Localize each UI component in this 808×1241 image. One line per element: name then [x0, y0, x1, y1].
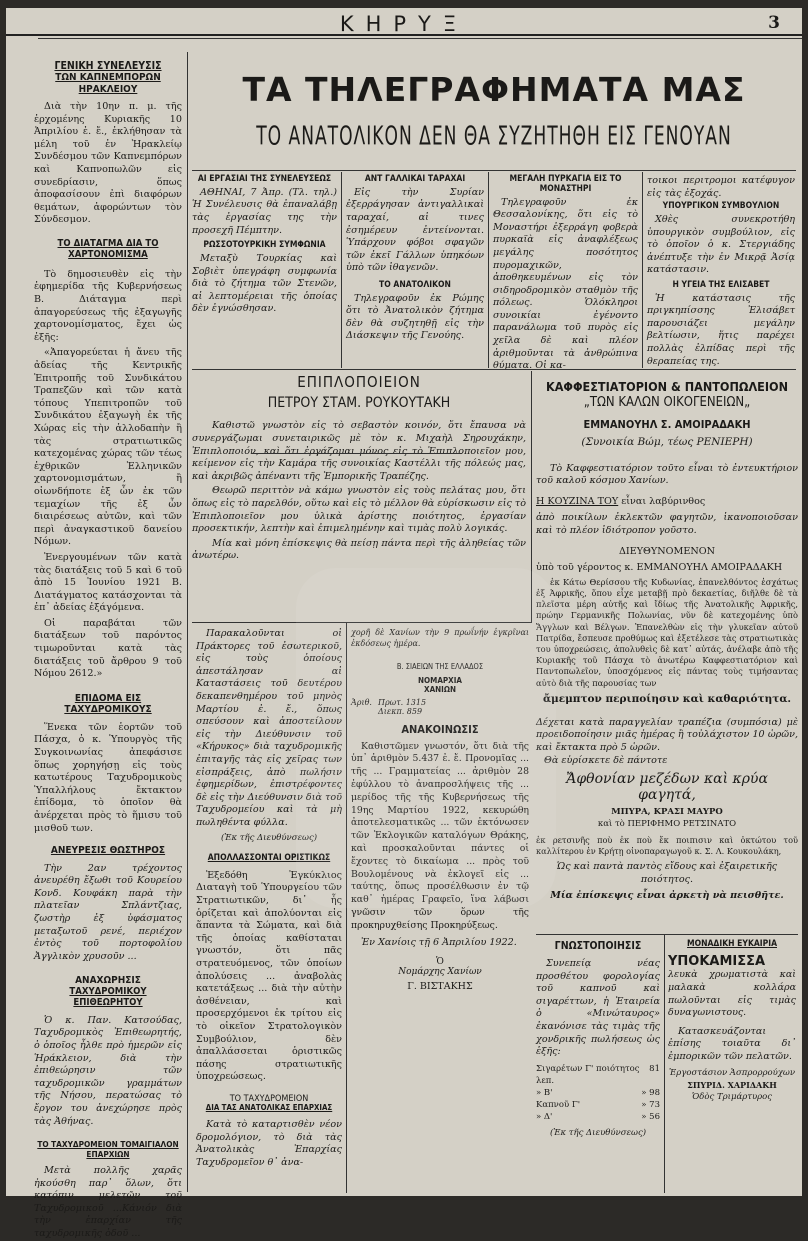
- ad2-dieuthynomenon: ΔΙΕΥΘΥΝΟΜΕΝΟΝ: [619, 545, 715, 557]
- notice-title: ΓΝΩΣΤΟΠΟΙΗΣΙΣ: [554, 940, 642, 952]
- ad2-paragraph-14: Ὡς καὶ παντὰ παντὸς εἴδους καὶ ἐξαιρετικῆς ποιότητος.: [556, 861, 778, 885]
- telegrams-banner: [192, 68, 796, 112]
- telegram-pyrkagia-cont: τοικοι περιτρομοι κατέφυγον εἰς τὰς ἐξοχάς.: [647, 175, 795, 199]
- ad2-retsinato: καὶ τὸ ΠΕΡΙΦΗΜΟ ΡΕΤΣΙΝΑΤΟ: [597, 819, 737, 830]
- signature-name: Γ. ΒΙΣΤΑΚΗΣ: [407, 981, 473, 993]
- protocol-arith-label: Ἀριθ.: [351, 698, 372, 707]
- price-row: [536, 1099, 660, 1111]
- price-value: » 73: [641, 1099, 660, 1110]
- article-tachydromeion: Μετὰ πολλῆς χαρᾶς ἠκούσθη παρ᾽ ὅλων, ὅτι κατόπιν μελετῶν τοῦ Ταχυδρομικοῦ ...Κάνιόν διὰ τὴν ἐπαρχίαν τῆς ταχυδρομικῆς ὁδοῦ ...: [34, 1164, 182, 1239]
- article-chartonomisma-body: «Ἀπαγορεύεται ἡ ἄνευ τῆς ἀδείας τῆς Κεντρικῆς Ἐπιτροπῆς τοῦ Συνδικάτου Τραπεζῶν καὶ τῶν κατὰ τόπους Υπεπιτροπῶν τοῦ Συνδικάτου ἐξαγωγὴ ἐκ τῆς Χώρας εἰς τὴν ἀλλοδαπὴν ἢ τὰς στρατιωτικῶς κατεχομένας χώρας τῶν τέως ἐχθρικῶν Ἑλληνικῶν χαρτονομισμάτων, ἢ οἱωνδήποτε ἐξ ὧν ἐκ τῶν τεμαχίων τῆς ἐξ ὧν διαιρέσεως αὐτῶν, καὶ τῶν περὶ ἀναγκαστικοῦ δανείου Νόμων.: [34, 347, 182, 548]
- price-row: [536, 1087, 660, 1099]
- telegram-pyrkagia: Τηλεγραφοῦν ἐκ Θεσσαλονίκης, ὅτι εἰς τὸ Μοναστήρι ἐξερράγη φοβερὰ πυρκαϊὰ εἰς ἀναφλέξεως μεγάλης ποσότητος πυρομαχικῶν, ἀποθηκευμένων εἰς τὸν σιδηροδρομικὸν σταθμὸν τῆς πόλεως. Ὁλόκληροι συνοικίαι ἐγένοντο παρανάλωμα τοῦ πυρὸς εἰς χεῖλα δὲ καὶ πλέον ἀριθμοῦνται τὰ ἀνθρώπινα θύματα. Οἱ κα-: [493, 196, 638, 372]
- ad1-paragraph-1: Καθιστῶ γνωστὸν εἰς τὸ σεβαστὸν κοινόν, ὅτι ἔπαυσα νὰ συνεργάζωμαι συνεταιρικῶς μὲ τὸν κ. Μιχαὴλ Σηρουχάκην, Ἐπιπλοποιόν, καὶ ὅτι ἐργάζομαι μόνος εἰς τὸ Ἐπιπλοποιεῖον μου, κείμενον εἰς τὴν Καμάρα τῆς συνοικίας Καστέλλι τῆς πόλεώς μας, καὶ ἀκριβῶς ἀπέναντι τῆς Ἐμπορικῆς Τραπέζης.: [192, 420, 526, 482]
- column-divider: [187, 52, 188, 1192]
- nomarchia-title: ΝΟΜΑΡΧΙΑ: [418, 675, 462, 685]
- article-praktores: Παρακαλοῦνται οἱ Πράκτορες τοῦ ἐσωτερικοῦ, εἰς τοὺς ὁποίους ἀπεστάλησαν αἱ Καταστάσεις τοῦ δευτέρου δεκαπενθημέρου τοῦ μηνὸς Μαρτίου ἐ. ἔ., ὅπως σπεύσουν καὶ ἀποστείλουν εἰς τὴν Διεύθυνσιν τοῦ «Κήρυκος» διὰ ταχυδρομικῆς ἐπιταγῆς τὰς εἰς χεῖρας των εἰσπράξεις, ἀπὸ πωλήσιν ἐφημερίδων, ἐπιστρέφοντες δὲ εἰς τὴν Διεύθυνσιν διὰ τοῦ Ταχυδρομείου καὶ τὰ μὴ πωληθέντα φύλλα.: [196, 628, 342, 828]
- nomarchia-preface: χορῆ δὲ Χανίων τὴν 9 πρωΐνήν ἐγκρῖναι ἐκδόσεως ἡμέρα.: [351, 628, 529, 648]
- headline-anakoinosis: ΑΝΑΚΟΙΝΩΣΙΣ: [401, 723, 479, 736]
- telegram-gallikai: Εἰς τὴν Συρίαν ἐξερράγησαν ἀντιγαλλικαὶ ταραχαί, αἱ τινες ἐσημέρευν ἐντείνονται. Ὑπάρχουν φόβοι σφαγῶν τῶν ἐκεῖ Γάλλων ὑπηκόων ὑπὸ τῶν ἰθαγενῶν.: [346, 186, 484, 274]
- headline-epidoma: ΕΠΙΔΟΜΑ ΕΙΣ ΤΑΧΥΔΡΟΜΙΚΟΥΣ: [64, 692, 152, 716]
- dispatch-number: Διεκπ. 859: [377, 707, 423, 716]
- article-chartonomisma-intro: Τὸ δημοσιευθὲν εἰς τὴν ἐφημερίδα τῆς Κυβερνήσεως Β. Διάταγμα περὶ ἀπαγορεύσεως τῆς ἐξαγωγῆς χαρτονομίσματος, ἔχει ὡς ἑξῆς:: [34, 268, 182, 343]
- article-chartonomisma-3: Οἱ παραβάται τῶν διατάξεων τοῦ παρόντος τιμωροῦνται κατὰ τὰς διατάξεις τοῦ ἄρθρου 9 τοῦ Νόμου 2612.»: [34, 617, 182, 680]
- ad1-paragraph-2: Θεωρῶ περιττὸν νὰ κάμω γνωστὸν εἰς τοὺς πελάτας μου, ὅτι ὅπως εἰς τὸ παρελθόν, οὕτω καὶ εἰς τὸ μέλλον θὰ εὑρίσκωσιν εἰς τὸ Ἐπιπλοποιεῖον μου ὑλικὰ ἀρίστης ποιότητος, ἐργασίαν προσεκτικήν, λεπτὴν καὶ ἐπιμελημένην καὶ τιμὰς πολὺ λογικάς.: [192, 485, 526, 535]
- notice-source: (Ἐκ τῆς Διευθύνσεως): [549, 1127, 647, 1138]
- article-anachorisis: Ὁ κ. Παν. Κατσούδας, Ταχυδρομικὸς Ἐπιθεωρητής, ὁ ὁποῖος ἦλθε πρὸ ἡμερῶν εἰς Ἡράκλειον, διὰ τὴν ἐπιθεώρησιν τῶν ταχυδρομικῶν γραμμάτων τῆς Νήσου, περατώσας τὸ ἔργον του ἀνεχώρησε πρὸς τὰς Ἀθήνας.: [34, 1014, 182, 1127]
- shirt-owner: ΣΠΥΡΙΔ. ΧΑΡΙΔΑΚΗ: [687, 1079, 777, 1090]
- ad2-paragraph-13: ἐκ ρετσινῆς ποὺ ἐκ ποὺ ἔκ ποιπισιν καὶ ὀκτώτου τοῦ καλλίτερου ἐν Κρήτῃ οἰνοπαραγωγοῦ κ. Σ. Λ. Κουκουλάκη,: [536, 835, 798, 857]
- headline-ypourgikon: ΥΠΟΥΡΓΙΚΟΝ ΣΥΜΒΟΥΛΙΟΝ: [662, 201, 780, 212]
- headline-ergasiai: ΑΙ ΕΡΓΑΣΙΑΙ ΤΗΣ ΣΥΝΕΛΕΥΣΕΩΣ: [197, 174, 332, 184]
- price-item: Καπνοῦ Γ': [536, 1099, 581, 1110]
- telegram-col-4: [647, 175, 795, 365]
- notice-text: Συνεπείᾳ νέας προσθέτου φορολογίας τοῦ καπνοῦ καὶ σιγαρέττων, ἡ Ἑταιρεία ὁ «Μινώταυρος» ἐκανόνισε τὰς τιμὰς τῆς χονδρικῆς πωλήσεως ὡς ἑξῆς:: [536, 958, 660, 1058]
- ad2-paragraph-1: Τὸ Καφφεστιατόριον τοῦτο εἶναι τὸ ἐντευκτήριον τοῦ καλοῦ κόσμου Χανίων.: [536, 462, 798, 487]
- headline-elisavet: Η ΥΓΕΙΑ ΤΗΣ ΕΛΙΣΑΒΕΤ: [672, 279, 770, 290]
- page-number: 3: [768, 13, 780, 33]
- ad2-kouzina-text: εἶναι λαβύρινθος: [621, 495, 706, 507]
- headline-kapnemporoi-2: ΤΩΝ ΚΑΠΝΕΜΠΟΡΩΝ ΗΡΑΚΛΕΙΟΥ: [55, 72, 161, 95]
- headline-tachydromeion: ΤΟ ΤΑΧΥΔΡΟΜΕΙΟΝ ΤΟΜΑΙΓΙΑΛΟΝ ΕΠΑΡΧΙΩΝ: [37, 1139, 179, 1159]
- price-item: » Β': [536, 1087, 553, 1098]
- ad2-mezedes: Ἄφθονίαν μεζέδων καὶ κρύα φαγητά,: [566, 771, 768, 804]
- article-praktores-source: (Ἐκ τῆς Διευθύνσεως): [220, 832, 318, 843]
- article-kapnemporoi: Διὰ τὴν 10ην π. μ. τῆς ἐρχομένης Κυριακῆς 10 Ἀπριλίου ἐ. ἔ., ἐκλήθησαν τὰ μέλη τοῦ ἐν Ἡρακλείῳ Συνδέσμου τῶν Καπνεμπόρων καὶ Καπνοπωλῶν εἰς συνεδρίασιν, ὅπως ἀποφασίσουν ἐπὶ διαφόρων θεμάτων, ἀφορώντων τὸν Σύνδεσμον.: [34, 101, 182, 226]
- signature-o: Ὁ: [436, 957, 444, 968]
- notice-minotavros: [536, 940, 660, 1192]
- banner-subtitle: ΤΟ ΑΝΑΤΟΛΙΚΟΝ ΔΕΝ ΘΑ ΣΥΖΗΤΗΘΗ ΕΙΣ ΓΕΝΟΥΑΝ: [256, 121, 732, 152]
- ad2-paragraph-6: ἐκ Κάτω Θερίσσου τῆς Κυδωνίας, ἐπανελθόντος ἐσχάτως ἐξ Ἀφρικῆς, ὅπου εἶχε μεταβῇ πρὸ δεκαετίας, διῆλθε δὲ τὰ πλεῖστα μέρη αὐτῆς καὶ ἴδίως τῆς Ἀνατολικῆς Ἀφρικῆς, πρώην Γερμανικῆς Πολωνίας, νῦν δὲ κατεχομένης ὑπὸ Ἄγγλων καὶ Βέλγων. Ἐπανελθὼν εἰς τὴν γλυκεῖαν αὐτοῦ Πατρίδα, ἔσπευσε προθύμως καὶ ἐξετέλεσε τὰς στρατιωτικὰς του ὑποχρεώσεις, ἀπολυθεὶς δὲ κατ᾽ αὐτάς, ἀνέλαβε ἀπὸ τῆς Κυριακῆς τοῦ Πάσχα τὸ ἀνωτέρω Καφφεστιατόριον καὶ Παντοπωλεῖον, ὑποσχόμενος εἰς πάντας τοὺς τιμήσαντας αὐτὸ διὰ τῆς παρουσίας των: [536, 576, 798, 688]
- telegram-col-2: [346, 175, 484, 365]
- masthead-title: ΚΗΡΥΞ: [339, 12, 469, 36]
- ad-ypokamissa: [668, 940, 796, 1192]
- telegram-ergasiai: ΑΘΗΝΑΙ, 7 Ἀπρ. (Τλ. τηλ.) Ἡ Συνέλευσις θὰ ἐπαναλάβῃ τὰς ἐργασίας της τὴν προσεχῆ Πέμπτην.: [192, 186, 337, 236]
- ad2-beer-wine: ΜΠΥΡΑ, ΚΡΑΣΙ ΜΑΥΡΟ: [611, 807, 723, 818]
- shirt-headline: ΜΟΝΑΔΙΚΗ ΕΥΚΑΙΡΙΑ: [687, 939, 777, 949]
- ad2-paragraph-8: Δέχεται κατὰ παραγγελίαν τραπέζια (συμπόσια) μὲ προειδοποίησιν μιᾶς ἡμέρας ἢ τοὐλάχιστον 10 ὡρῶν, καὶ ἔκτακτα πρὸ 5 ὡρῶν.: [536, 716, 798, 753]
- headline-zostiros: ΑΝΕΥΡΕΣΙΣ ΘΩΣΤΗΡΟΣ: [50, 845, 166, 857]
- price-item: » Δ': [536, 1111, 553, 1122]
- banner-title: ΤΑ ΤΗΛΕΓΡΑΦΗΜΑΤΑ ΜΑΣ: [242, 70, 746, 109]
- shirt-text-2: Κατασκευάζονται ἐπίσης τοιαῦτα δι᾽ ἐμπορικῶν τῶν πελατῶν.: [668, 1025, 796, 1062]
- nomarchia-state: Β. ΣΙΑΕΙΩΝ ΤΗΣ ΕΛΛΑΔΟΣ: [396, 662, 484, 671]
- telegram-col-1: [192, 175, 337, 365]
- ad2-location: (Συνοικία Βώμ, τέως ΡΕΝΙΕΡΗ): [581, 435, 753, 448]
- price-value: » 98: [641, 1087, 660, 1098]
- ad1-paragraph-3: Μία καὶ μόνη ἐπίσκεψις θὰ πείσῃ πάντα περὶ τῆς ἀληθείας τῶν ἀνωτέρω.: [192, 537, 526, 562]
- nomarchia-place: ΧΑΝΙΩΝ: [424, 684, 456, 694]
- signature-role: Νομάρχης Χανίων: [398, 967, 482, 978]
- ad2-name: „ΤΩΝ ΚΑΛΩΝ ΟΙΚΟΓΕΝΕΙΩΝ„: [583, 395, 751, 411]
- ad1-owner: ΠΕΤΡΟΥ ΣΤΑΜ. ΡΟΥΚΟΥΤΑΚΗ: [267, 395, 451, 412]
- headline-rossotourkiki: ΡΩΣΣΟΤΟΥΡΚΙΚΗ ΣΥΜΦΩΝΙΑ: [203, 240, 326, 251]
- masthead-rule: [6, 34, 802, 36]
- left-column: [34, 60, 182, 1239]
- ad2-paragraph-15: Μία ἐπίσκεψις εἶναι ἀρκετὴ νὰ πεισθῆτε.: [550, 890, 784, 902]
- telegram-col-3: [493, 174, 638, 372]
- price-list: [536, 1063, 660, 1123]
- ad2-kouzina-label: Η ΚΟΥΖΙΝΑ ΤΟΥ: [536, 495, 619, 507]
- ad2-paragraph-5: ὑπὸ τοῦ γέροντος κ. ΕΜΜΑΝΟΥΗΛ ΑΜΟΙΡΑΔΑΚΗ: [536, 562, 783, 574]
- headline-kapnemporoi-1: ΓΕΝΙΚΗ ΣΥΝΕΛΕΥΣΙΣ: [54, 60, 162, 72]
- telegram-anatolikon: Τηλεγραφοῦν ἐκ Ρώμης ὅτι τὸ Ἀνατολικὸν ζήτημα δὲν θὰ συζητηθῇ εἰς τὴν Διάσκεψιν τῆς Γενούης.: [346, 292, 484, 342]
- price-value: 81: [649, 1063, 660, 1074]
- headline-anatolikon: ΤΟ ΑΝΑΤΟΛΙΚΟΝ: [379, 279, 451, 290]
- headline-tachydromeion-anatolikas-1: ΤΟ ΤΑΧΥΔΡΟΜΕΙΟΝ: [229, 1093, 309, 1104]
- shirt-title: ΥΠΟΚΑΜΙΣΣΑ: [668, 953, 766, 969]
- shirt-factory: Ἐργοστάσιον Ἀσπρορρούχων: [669, 1067, 795, 1078]
- headline-pyrkagia: ΜΕΓΑΛΗ ΠΥΡΚΑΓΙΑ ΕΙΣ ΤΟ ΜΟΝΑΣΤΗΡΙ: [509, 174, 622, 194]
- article-chartonomisma-2: Ἐνεργουμένων τῶν κατὰ τὰς διατάξεις τοῦ 5 καὶ 6 τοῦ ἀπὸ 15 Ἰουνίου 1921 Β. Διατάγματος κατάσχονται τὰ ἐπ᾽ ἀδείας ἐξάγόμενα.: [34, 551, 182, 614]
- shirt-address: Ὁδὸς Τριμάρτυρος: [691, 1091, 772, 1102]
- price-value: » 56: [641, 1111, 660, 1122]
- newspaper-page: [6, 8, 802, 1239]
- banner-subtitle-box: [192, 120, 796, 156]
- price-row: [536, 1111, 660, 1123]
- telegram-rossotourkiki: Μεταξὺ Τουρκίας καὶ Σοβιὲτ ὑπεγράφη συμφωνία διὰ τὸ ζήτημα τῶν Στενῶν, αἱ λεπτομέρειαι τῆς ὁποίας δὲν ἐγνώσθησαν.: [192, 252, 337, 315]
- telegram-elisavet: Ἡ κατάστασις τῆς πριγκηπίσσης Ἐλισάβετ παρουσιάζει μεγάλην βελτίωσιν, ἥτις παρέχει πολλὰς ἐλπίδας περὶ τῆς θεραπείας της.: [647, 292, 795, 367]
- headline-chartonomisma: ΤΟ ΔΙΑΤΑΓΜΑ ΔΙΑ ΤΟ ΧΑΡΤΟΝΟΜΙΣΜΑ: [57, 238, 159, 260]
- shirt-text: λευκὰ χρωματιστὰ καὶ μαλακὰ κολλάρα πωλοῦνται εἰς τιμὰς δυναγωνιστους.: [668, 969, 796, 1019]
- ad1-title: ΕΠΙΠΛΟΠΟΙΕΙΟΝ: [297, 373, 421, 391]
- headline-gallikai: ΑΝΤ ΓΑΛΛΙΚΑΙ ΤΑΡΑΧΑΙ: [364, 174, 466, 184]
- price-item: Σιγαρέτων Γ' ποιότητος λεπ.: [536, 1063, 640, 1086]
- archive-watermark: [296, 568, 556, 908]
- ad2-paragraph-9: Θὰ εὑρίσκετε δὲ πάντοτε: [544, 754, 668, 766]
- headline-anachorisis-1: ΑΝΑΧΩΡΗΣΙΣ: [75, 975, 141, 987]
- article-epidoma: Ἕνεκα τῶν ἑορτῶν τοῦ Πάσχα, ὁ κ. Ὑπουργὸς τῆς Συγκοινωνίας ἀπεφάσισε ὅπως χορηγήσῃ εἰς τοὺς κατωτέρους Ταχυδρομικοὺς Ὑπαλλήλους ἔκτακτον ἐπίδομα, τὸ ὁποῖον θὰ ἀνέρχεται πρὸς τὸ ἥμισυ τοῦ μισθοῦ των.: [34, 721, 182, 834]
- protocol-number: Πρωτ. 1315: [377, 698, 427, 707]
- ad2-title: ΚΑΦΦΕΣΤΙΑΤΟΡΙΟΝ & ΠΑΝΤΟΠΩΛΕΙΟΝ: [546, 379, 788, 394]
- telegram-ypourgikon: Χθὲς συνεκροτήθη ὑπουργικὸν συμβούλιον, εἰς τὸ ὁποῖον ὁ κ. Στεργιάδης ἀνέπτυξε τὴν ἐν Μικρᾷ Ἀσίᾳ κατάστασιν.: [647, 213, 795, 276]
- ad2-paragraph-3: ἀπὸ ποικίλων ἐκλεκτῶν φαγητῶν, ἱκανοποιοῦσαν καὶ τὸ πλέον ἰδιότροπον γοῦστο.: [536, 512, 798, 536]
- ad-kaffestiatorion: [536, 380, 798, 930]
- article-tachydromeion-anatolikas: Κατὰ τὸ καταρτισθὲν νέον δρομολόγιον, τὸ διὰ τὰς Ἀνατολικὰς Ἐπαρχίας Ταχυδρομεῖον θ᾽ ἀνα-: [196, 1119, 342, 1169]
- headline-anachorisis-2: ΤΑΧΥΔΡΟΜΙΚΟΥ ΕΠΙΘΕΩΡΗΤΟΥ: [69, 985, 147, 1008]
- ad2-owner: ΕΜΜΑΝΟΥΗΛ Σ. ΑΜΟΙΡΑΔΑΚΗ: [583, 418, 751, 432]
- article-zostiros: Τὴν 2αν τρέχοντος ἀνευρέθη ἔξωθι τοῦ Κουρείου Κονδ. Κουφάκη παρὰ τὴν πλατεῖαν Σπλάντζιας, ζωστὴρ ἐξ ὑφάσματος μεταξωτοῦ ρενέ, περιέχον ἐντὸς τοῦ πορτοφολίου Ἀγγλικὸν χρυσοῦν ...: [34, 862, 182, 962]
- anakoinosis-body: Καθιστῶμεν γνωστόν, ὅτι διὰ τῆς ὑπ᾽ ἀριθμὸν 5.437 ἐ. ἔ. Προνομῖας ... τῆς ... Γραμματείας ... ἀριθμὸν 28 ἐφύλλου τὸ ἀναπροσλήψεις τῆς ... μερίδος τῆς τῆς Κυβερνήσεως τῆς 19ης Μαρτίου 1922, κεκυρώθη ἀποτελεσματικῶς ... τῶν ἐκτόνωσεν τῶν Ἐκλογικῶν καταλόγων Θράκης, καὶ προσκαλοῦνται πάντες οἱ ἔχοντες τὸ δικαίωμα ... πρὸς τοῦ Βουλομένους νὰ ἐκλογεῖ εἰς ... ταύτης, ὅπως προσέλθωσιν ἐν τῷ καθ᾽ ἡμέρας Γραφεῖο, ἵνα λάβωσι γνῶσιν τῶν ὅρων τῆς προκηρυχθείσης Προκηρύξεως.: [351, 740, 529, 931]
- ad2-paragraph-7: ἄμεμπτον περιποίησιν καὶ καθαριότητα.: [542, 692, 792, 705]
- price-row: [536, 1063, 660, 1087]
- anakoinosis-date: Ἐν Χανίοις τῇ 6 Ἀπριλίου 1922.: [361, 936, 517, 948]
- article-apallassontai: Ἐξεδόθη Ἐγκύκλιος Διαταγὴ τοῦ Ὑπουργείου τῶν Στρατιωτικῶν, δι᾽ ἧς ὁρίζεται καὶ ἀπολύονται εἰς ἅπαντα τὰ Σώματα, καὶ διὰ τῆς ὁποίας καθίσταται γνωστόν, ὅτι πᾶς στρατευόμενος, τῶν ὁποίων ἀπολύσεις ... ἀναβολὰς κατετάξεως ... διὰ τὴν αὐτὴν ἀσθένειαν, καὶ προσερχόμενοι ἐκ τρίτου εἰς τὸ οἰκεῖον Στρατολογικὸν Συμβούλιον, δὲν ἀπαλλάσσεται ὁριστικῶς πάσης στρατιωτικῆς ὑποχρεώσεως.: [196, 869, 342, 1083]
- headline-tachydromeion-anatolikas-2: ΔΙΑ ΤΑΣ ΑΝΑΤΟΛΙΚΑΣ ΕΠΑΡΧΙΑΣ: [205, 1103, 333, 1113]
- headline-apallassontai: ΑΠΟΛΛΑΣΣΟΝΤΑΙ ΟΡΙΣΤΙΚΩΣ: [207, 853, 331, 864]
